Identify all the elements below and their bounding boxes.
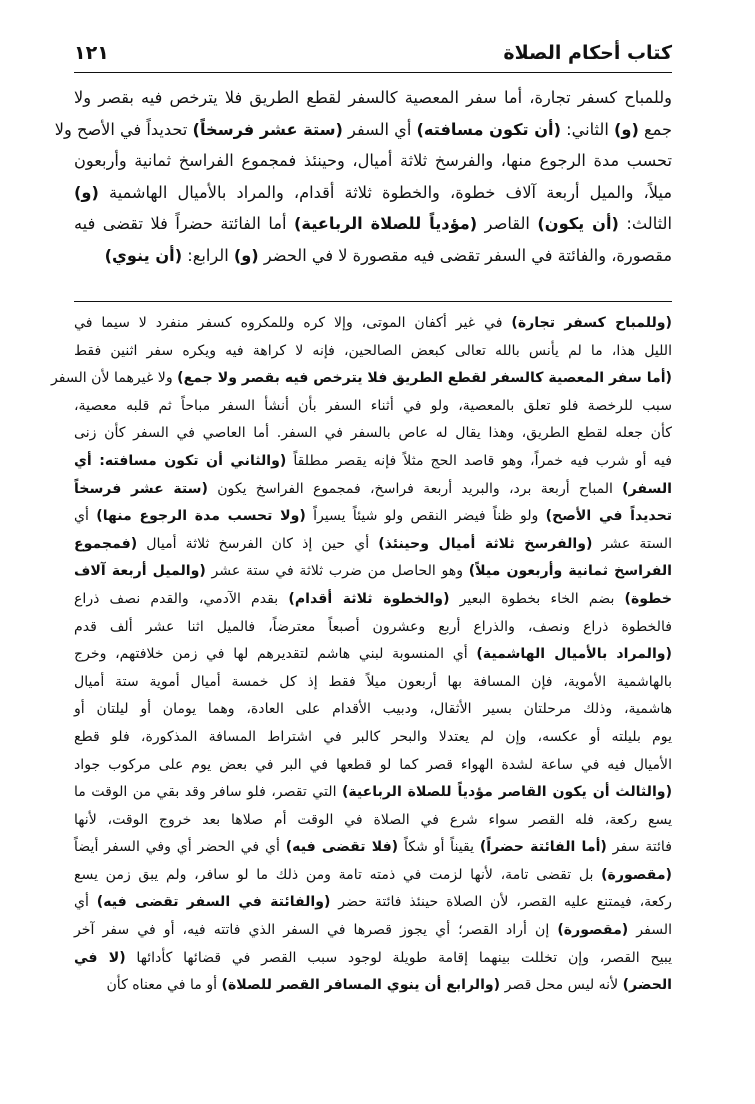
text-segment: جمع (638, 119, 672, 139)
text-segment: أو ما في معناه كأن (106, 977, 222, 994)
text-segment: الليل هذا، ما لم يأنس بالله تعالى كبعض الصالحين، فإنه لا كراهة فيه ويكره سفر اثنين فقط (74, 342, 672, 359)
text-segment: بضم الخاء بخطوة البعير (449, 590, 625, 607)
footnote-line (74, 393, 672, 421)
main-text (54, 82, 672, 271)
footnote-line (74, 972, 672, 1000)
text-segment: الثالث: (618, 214, 672, 233)
text-segment: فيه أو شرب فيه خمراً، وهو قاصد الحج مثلاً فإنه يقصر مطلقاً (286, 452, 672, 469)
bold-text-segment: (لا في (74, 949, 126, 966)
bold-text-segment: (فلا تقضى فيه) (285, 839, 399, 856)
footnote-line (74, 586, 672, 614)
footnote-line (74, 614, 672, 642)
footnote-line (74, 834, 672, 862)
text-segment: التي تقصر، فلو سافر وقد بقي من الوقت ما (74, 784, 342, 801)
bold-text-segment: (أن ينوي) (104, 245, 183, 265)
book-title: كتاب أحكام الصلاة (503, 42, 672, 64)
footnote-line (74, 420, 672, 448)
text-segment: المباح أربعة برد، والبريد أربعة فراسخ، فمجموع الفراسخ يكون (207, 480, 623, 497)
footnote-line (74, 338, 672, 366)
bold-text-segment: (و) (614, 119, 639, 139)
text-segment: وللمباح كسفر تجارة، أما سفر المعصية كالسفر لقطع الطريق فلا يترخص فيه بقصر ولا (74, 88, 672, 107)
text-segment: أي المنسوبة لبني هاشم لتقديرهم لها في زمن خلافتهم، وخرج (74, 646, 477, 663)
footnote-line (74, 696, 672, 724)
footnote-line (74, 531, 672, 559)
footnote-line (74, 779, 672, 807)
text-segment: كأن جعله لقطع الطريق، وهذا يقال له عاص بالسفر في السفر. أما العاصي في السفر كأن زنى (74, 425, 672, 442)
bold-text-segment: (والخطوة ثلاثة أقدام) (288, 590, 450, 607)
bold-text-segment: الحضر) (622, 977, 672, 994)
text-segment: أي السفر (342, 119, 417, 139)
bold-text-segment: الفراسخ ثمانية وأربعون ميلاً) (468, 563, 672, 580)
footnote-line (74, 641, 672, 669)
text-segment: الأميال فيه في ساعة لشدة الهواء قصر كما لو قطعها في البر في بعض يوم على مركوب جواد (74, 756, 672, 773)
bold-text-segment: السفر) (622, 480, 672, 497)
footnote-line (74, 862, 672, 890)
text-segment: بل تقضى تامة، لأنها لزمت في ذمته تامة ومن ذلك ما لو سافر، ولم يبق زمن يسع (74, 866, 602, 883)
main-text-line (74, 145, 672, 177)
bold-text-segment: (ستة عشر فرسخاً) (192, 119, 343, 139)
text-segment: وهو الحاصل من ضرب ثلاثة في ستة عشر (205, 563, 469, 580)
main-text-line (74, 208, 672, 240)
bold-text-segment: (والميل أربعة آلاف (74, 563, 206, 580)
text-segment: أي (74, 508, 97, 525)
text-segment: الثاني: (561, 119, 614, 139)
text-segment: بقدم الآدمي، والقدم نصف ذراع (74, 590, 289, 607)
text-segment: في غير أكفان الموتى، وإلا كره وللمكروه كسفر منفرد لا سيما في (74, 315, 512, 331)
text-segment: أما الفائتة حضراً فلا تقضى فيه (74, 214, 294, 233)
footnote-line (74, 724, 672, 752)
text-segment: تحسب مدة الرجوع منها، والفرسخ ثلاثة أميال، وحينئذ فمجموع الفراسخ ثمانية وأربعون (74, 151, 672, 170)
text-segment: ولا غيرهما لأن السفر (51, 370, 178, 387)
bold-text-segment: (فمجموع (74, 535, 138, 552)
bold-text-segment: (ستة عشر فرسخاً (74, 480, 208, 497)
text-segment: أي في الحضر أي وفي السفر أيضاً (74, 839, 286, 856)
text-segment: يوم بليلته أو عكسه، وإن لم يعتدلا والبحر كالبر في اشتراط المسافة المذكورة، فلو قطع (74, 728, 672, 745)
bold-text-segment: (وللمباح كسفر تجارة) (511, 315, 672, 331)
bold-text-segment: (أن يكون) (537, 214, 619, 233)
footnote-line (74, 752, 672, 780)
text-segment: سبب للرخصة فلو تعلق بالمعصية، ولو في أثناء السفر بأن أنشأ السفر مباحاً ثم قلبه معصية، (74, 397, 672, 414)
text-segment: القاصر (477, 214, 538, 233)
bold-text-segment: (والثالث أن يكون القاصر مؤدياً للصلاة الرباعية) (341, 784, 673, 801)
commentary-footnotes (51, 310, 673, 1000)
bold-text-segment: (والثاني أن تكون مسافته: أي (74, 452, 287, 469)
text-segment: السفر (628, 922, 672, 939)
footnote-line (74, 310, 672, 338)
text-segment: ميلاً، والميل أربعة آلاف خطوة، والخطوة ثلاثة أقدام، والمراد بالأميال الهاشمية (98, 182, 672, 202)
bold-text-segment: (مقصورة) (601, 866, 672, 883)
footnote-separator (74, 301, 672, 302)
header-rule (74, 72, 672, 73)
footnote-line (74, 476, 672, 504)
page-header (74, 42, 672, 72)
bold-text-segment: (و) (233, 245, 259, 265)
text-segment: فائتة سفر (606, 839, 672, 856)
text-segment: هاشمية، وذلك مرحلتان بسير الأثقال، ودبيب الأقدام على العادة، وهما يومان أو ليلتان أو (74, 701, 672, 718)
text-segment: يبيح القصر، وإن تخللت بينهما إقامة طويلة لوجود سبب القصر في قضائها كأدائها (125, 949, 672, 966)
footnote-line (74, 503, 672, 531)
text-segment: فالخطوة ذراع ونصف، والذراع أربع وعشرون أصبعاً معترضاً، فالميل اثنا عشر ألف قدم (74, 618, 672, 635)
bold-text-segment: (مؤدياً للصلاة الرباعية) (293, 214, 478, 233)
text-segment: يقيناً أو شكاً (398, 839, 480, 856)
footnote-line (74, 558, 672, 586)
text-segment: تحديداً في الأصح ولا (54, 119, 193, 139)
text-segment: ولو ظناً فيضر النقص ولو شيئاً يسيراً (305, 508, 546, 525)
bold-text-segment: (والرابع أن ينوي المسافر القصر للصلاة) (221, 977, 501, 994)
footnote-line (51, 365, 672, 393)
bold-text-segment: (والفرسخ ثلاثة أميال وحينئذ) (378, 535, 593, 552)
footnote-line (74, 889, 672, 917)
footnote-line (74, 917, 672, 945)
text-segment: أي حين إذ كان الفرسخ ثلاثة أميال (137, 535, 379, 552)
text-segment: مقصورة، والفائتة في السفر تقضى فيه مقصورة لا في الحضر (258, 245, 672, 265)
text-segment: ركعة، فيمتنع عليه القصر، لأن الصلاة حينئذ فائتة حضر (330, 894, 672, 911)
text-segment: لأنه ليس محل قصر (500, 977, 623, 994)
text-segment: الستة عشر (592, 535, 672, 552)
bold-text-segment: (مقصورة) (557, 922, 629, 939)
main-text-line (74, 177, 672, 209)
bold-text-segment: (ولا تحسب مدة الرجوع منها) (96, 508, 306, 525)
bold-text-segment: (و) (74, 182, 99, 202)
bold-text-segment: تحديداً في الأصح) (545, 508, 673, 525)
main-text-line (74, 82, 672, 114)
text-segment: الرابع: (182, 245, 234, 265)
bold-text-segment: (والفائتة في السفر تقضى فيه) (96, 894, 331, 911)
bold-text-segment: (أما الفائتة حضراً) (479, 839, 607, 856)
text-segment: يسع ركعة، فله القصر سواء شرع في الصلاة في الوقت أم صلاها بعد خروج الوقت، لأنها (74, 811, 672, 828)
bold-text-segment: (أن تكون مسافته) (416, 119, 561, 139)
main-text-line (54, 114, 672, 146)
text-segment: إن أراد القصر؛ أي يجوز قصرها في السفر الذي فاتته فيه، أو في سفر آخر (74, 922, 558, 939)
bold-text-segment: (أما سفر المعصية كالسفر لقطع الطريق فلا يترخص فيه بقصر ولا جمع) (177, 370, 672, 387)
text-segment: أي (74, 894, 97, 911)
footnote-line (74, 807, 672, 835)
main-text-line (74, 240, 672, 272)
bold-text-segment: (والمراد بالأميال الهاشمية) (476, 646, 672, 663)
footnote-line (74, 669, 672, 697)
page-number: ١٢١ (74, 42, 109, 64)
bold-text-segment: خطوة) (624, 590, 672, 607)
footnote-line (74, 448, 672, 476)
text-segment: بالهاشمية الأموية، فإن المسافة بها أربعون ميلاً فقط إذ كل خمسة أميال أموية ستة أميال (74, 673, 672, 690)
footnote-line (74, 945, 672, 973)
